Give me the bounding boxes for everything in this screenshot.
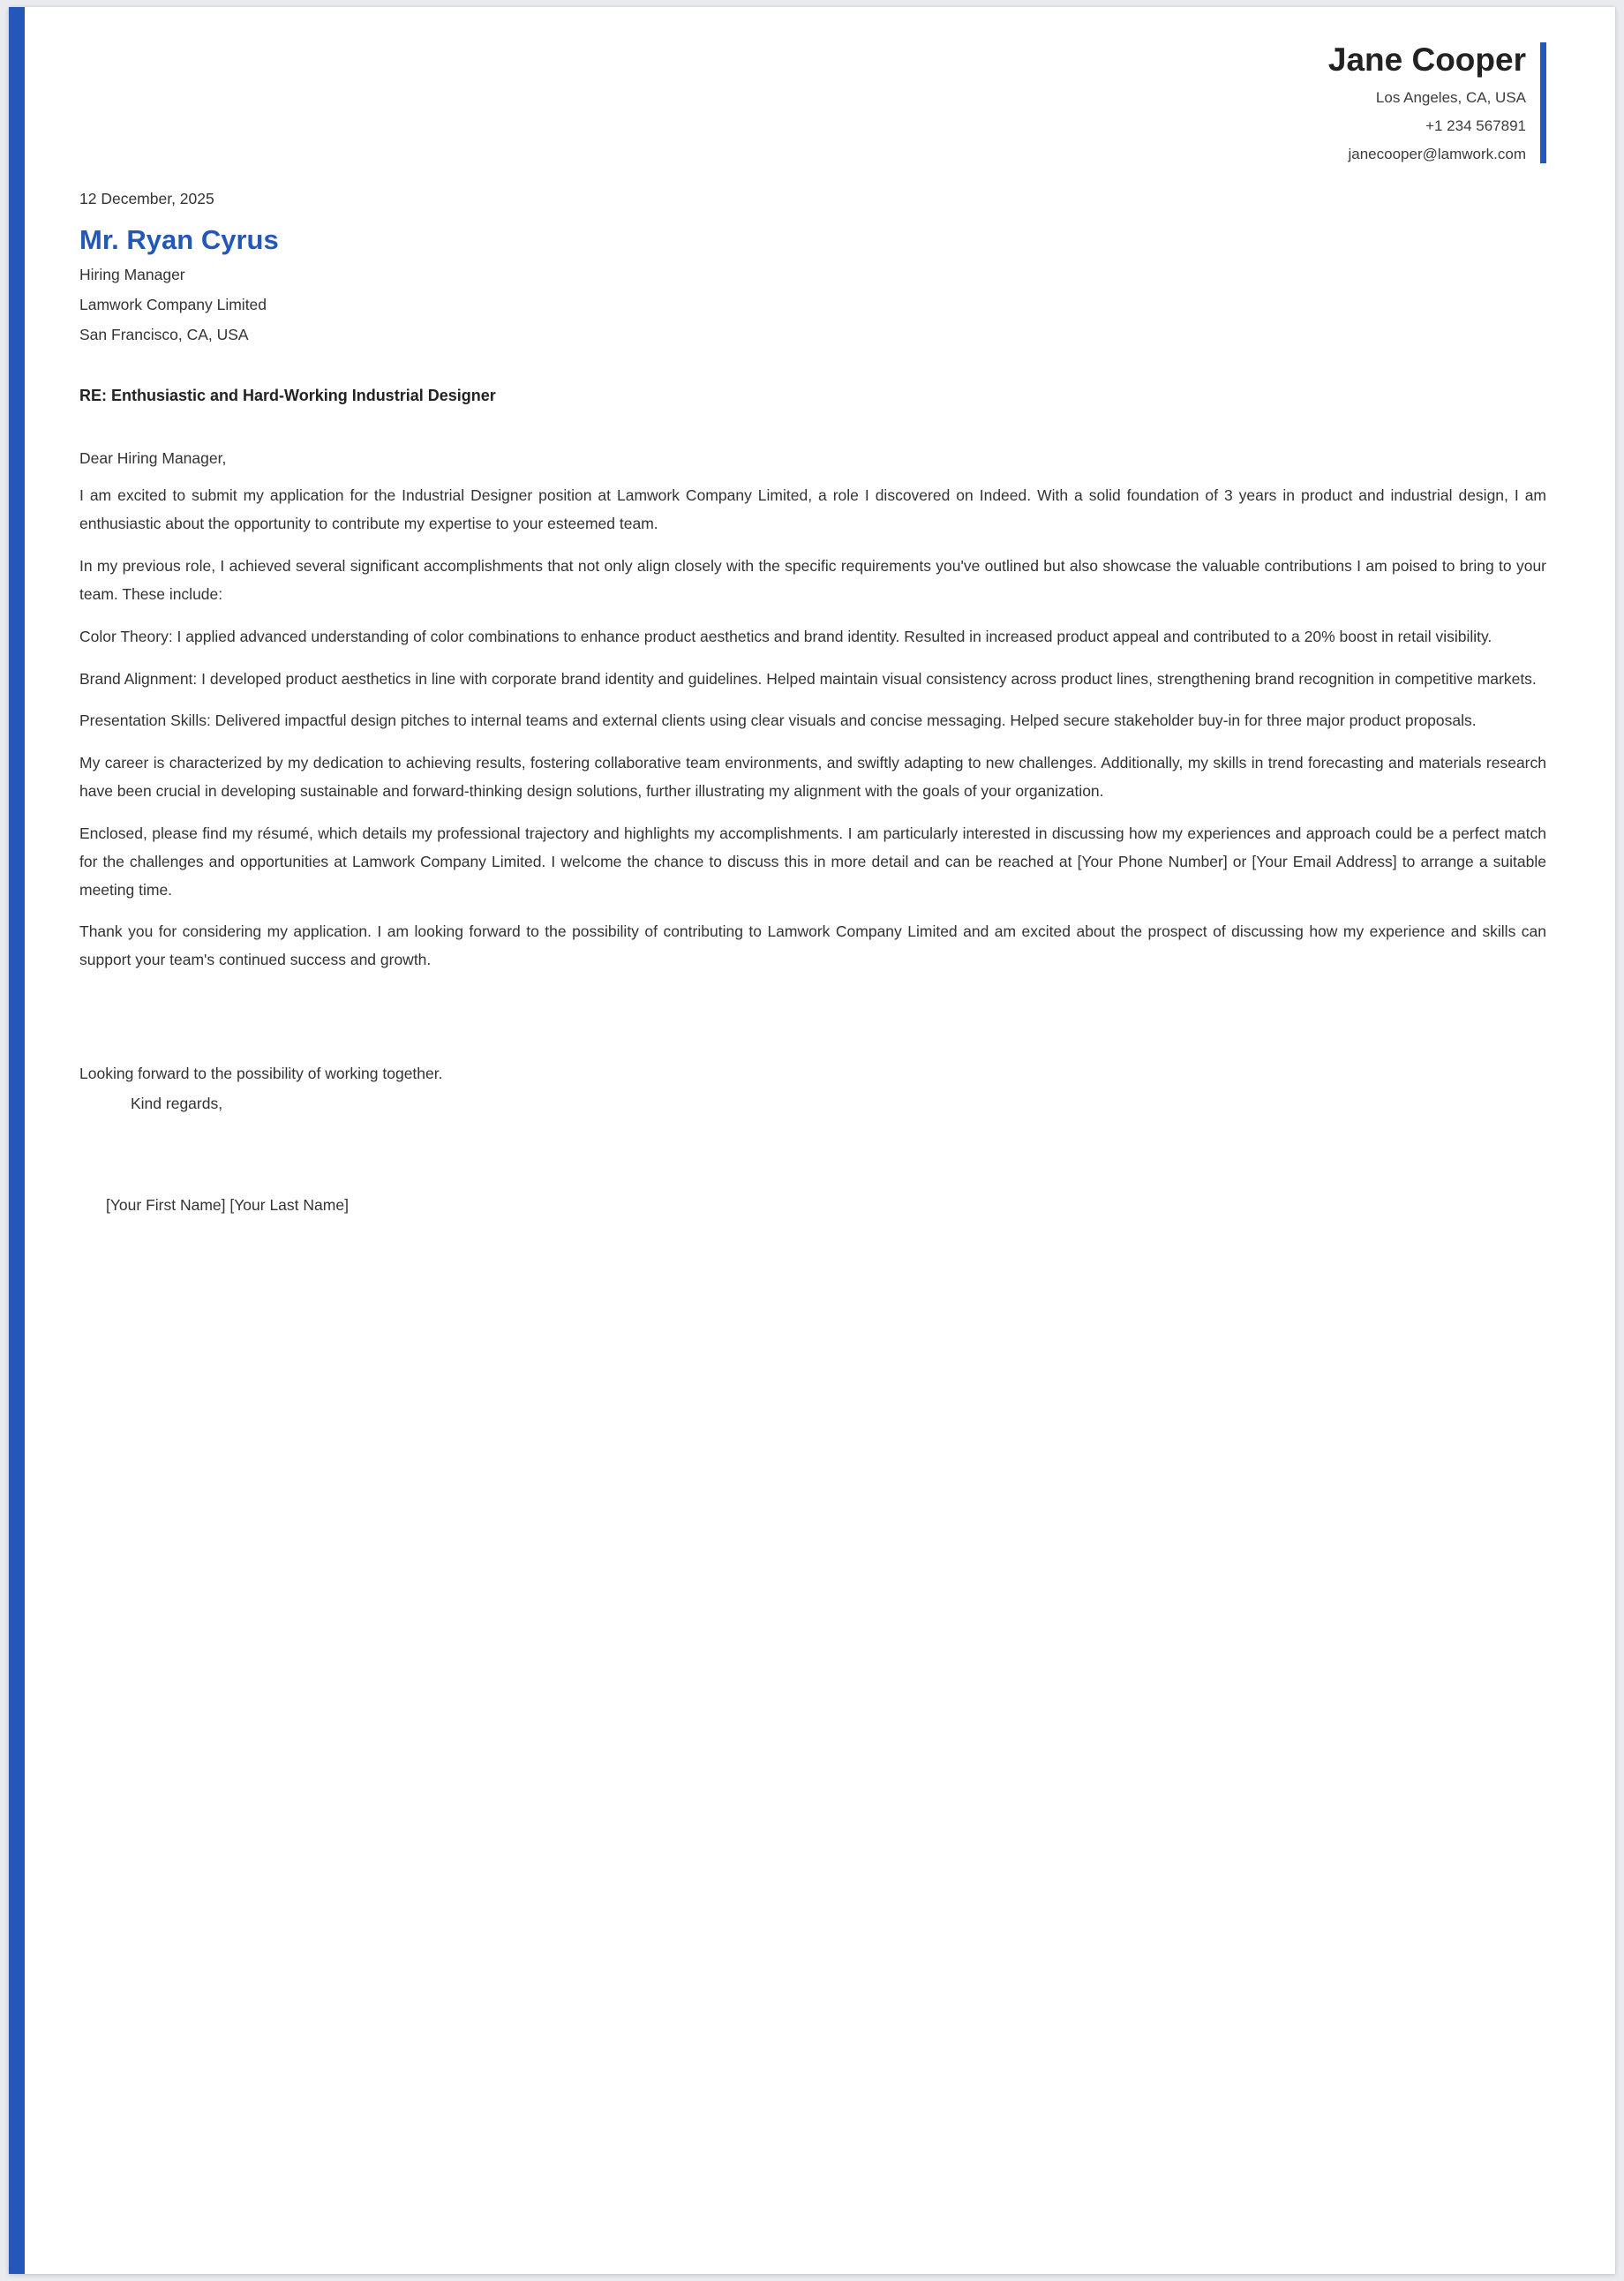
body-paragraph: My career is characterized by my dedication to achieving results, fostering collaborative team environments, and swiftly adapting to new challenges. Additionally, my skills in trend forecasting and materials research have been crucial in developing sustainable and forward-thinking design solutions, further illustrating my alignment with the goals of your organization. — [79, 754, 1546, 801]
left-accent-bar — [9, 7, 25, 2274]
recipient-location: San Francisco, CA, USA — [79, 326, 249, 344]
body-paragraph: Enclosed, please find my résumé, which details my professional trajectory and highlights my accomplishments. I am particularly interested in discussing how my experiences and approach could be a perfect match for the challenges and opportunities at Lamwork Company Limited. I welcome the chance to discuss this in more detail and can be reached at [Your Phone Number] or [Your Email Address] to arrange a suitable meeting time. — [79, 824, 1546, 899]
recipient-company: Lamwork Company Limited — [79, 296, 267, 314]
body-paragraph: In my previous role, I achieved several significant accomplishments that not only align closely with the specific requirements you've outlined but also showcase the valuable contributions I am poised to bring to your team. These include: — [79, 557, 1546, 603]
letter-subject: RE: Enthusiastic and Hard-Working Industrial Designer — [79, 387, 496, 405]
letter-date: 12 December, 2025 — [79, 189, 214, 207]
letter-page — [9, 7, 1615, 2274]
letter-salutation: Dear Hiring Manager, — [79, 449, 227, 468]
body-paragraph: Presentation Skills: Delivered impactful design pitches to internal teams and external clients using clear visuals and concise messaging. Helped secure stakeholder buy-in for three major product proposals. — [79, 711, 1477, 730]
body-paragraph: Brand Alignment: I developed product aesthetics in line with corporate brand identity and guidelines. Helped maintain visual consistency across product lines, strengthening brand recognition in competitive markets. — [79, 669, 1537, 688]
recipient-name: Mr. Ryan Cyrus — [79, 223, 279, 255]
signature-placeholder: [Your First Name] [Your Last Name] — [106, 1196, 349, 1215]
sender-phone: +1 234 567891 — [1425, 117, 1526, 134]
recipient-title: Hiring Manager — [79, 266, 185, 284]
closing-line: Looking forward to the possibility of working together. — [79, 1065, 443, 1083]
sign-off: Kind regards, — [131, 1095, 223, 1113]
body-paragraph: I am excited to submit my application for the Industrial Designer position at Lamwork Company Limited, a role I discovered on Indeed. With a solid foundation of 3 years in product and industrial design, I am enthusiastic about the opportunity to contribute my expertise to your esteemed team. — [79, 486, 1546, 533]
body-paragraph: Thank you for considering my application. I am looking forward to the possibility of contributing to Lamwork Company Limited and am excited about the prospect of discussing how my experience and skills can support your team's continued success and growth. — [79, 922, 1546, 969]
sender-email: janecooper@lamwork.com — [1348, 145, 1526, 162]
sender-contact-block — [1328, 42, 1546, 163]
sender-header — [79, 7, 1546, 163]
sender-name: Jane Cooper — [1327, 41, 1526, 78]
sender-location: Los Angeles, CA, USA — [1375, 88, 1526, 106]
letter-content — [79, 190, 1546, 1215]
page-inner — [9, 7, 1615, 1215]
body-paragraph: Color Theory: I applied advanced understanding of color combinations to enhance product aesthetics and brand identity. Resulted in increased product appeal and contributed to a 20% boost in retail visibility. — [79, 627, 1492, 645]
